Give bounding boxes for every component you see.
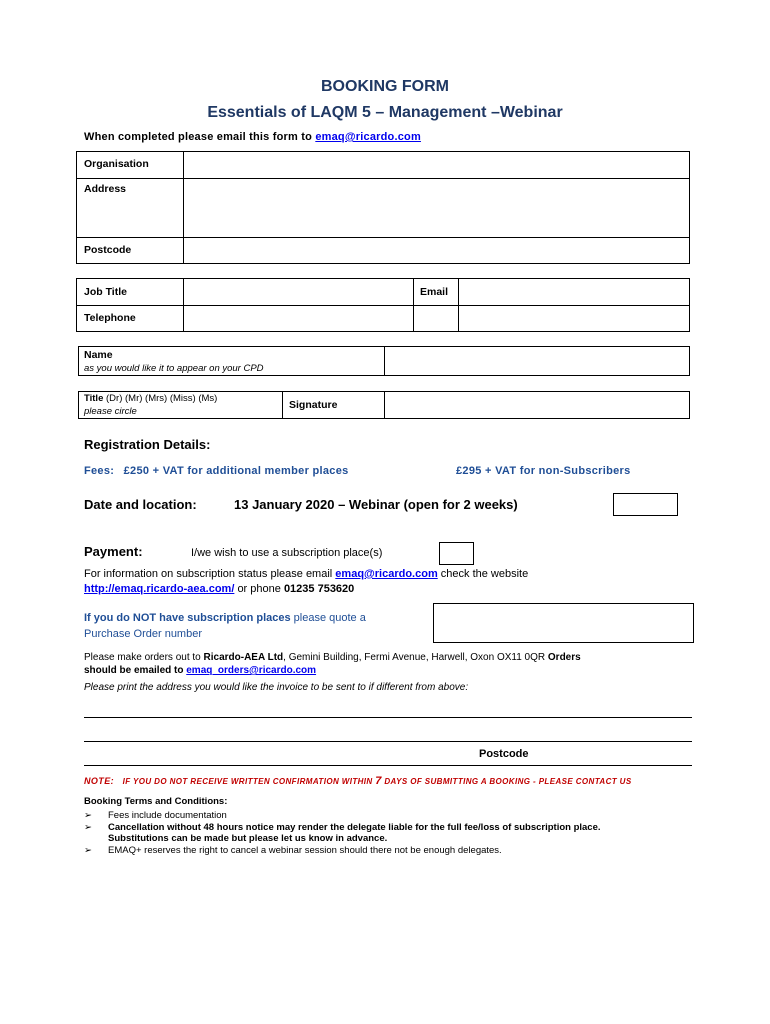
no-sub-line2: Purchase Order number [84, 628, 202, 640]
name-hint: as you would like it to appear on your CPD [84, 363, 264, 374]
orders-bold: Orders [547, 652, 581, 663]
terms-item-1-text: Fees include documentation [108, 810, 227, 821]
orders-email-link[interactable]: emaq_orders@ricardo.com [186, 665, 317, 676]
phone-number: 01235 753620 [283, 583, 355, 595]
postcode-label: Postcode [84, 244, 132, 256]
subscription-info [84, 567, 694, 597]
instruction-email-link[interactable]: emaq@ricardo.com [315, 131, 421, 143]
signature-label: Signature [289, 399, 338, 411]
form-subtitle: Essentials of LAQM 5 – Management –Webinar [207, 104, 563, 121]
info-prefix: For information on subscription status please email [84, 568, 333, 580]
email-field[interactable] [460, 279, 689, 304]
name-field[interactable] [386, 347, 689, 375]
terms-item-3 [84, 845, 704, 857]
no-sub-rest: please quote a [293, 612, 366, 624]
registration-heading: Registration Details: [84, 437, 211, 452]
instruction-line [84, 131, 421, 143]
no-subscription-text [84, 610, 434, 642]
title-hint: please circle [84, 406, 137, 417]
subscription-text: I/we wish to use a subscription place(s) [191, 547, 383, 559]
fees-line [84, 465, 349, 477]
invoice-address-line-2[interactable] [84, 741, 692, 742]
note-prefix: NOTE: [84, 776, 114, 786]
postcode-field[interactable] [185, 238, 689, 263]
info-middle: check the website [440, 568, 529, 580]
date-checkbox[interactable] [613, 493, 678, 516]
telephone-field[interactable] [185, 306, 412, 331]
bullet-icon: ➢ [84, 821, 92, 833]
title-options[interactable]: (Dr) (Mr) (Mrs) (Miss) (Ms) [106, 393, 218, 404]
subscription-checkbox[interactable] [439, 542, 474, 565]
title-label: Title [84, 393, 104, 404]
confirmation-note [84, 775, 632, 787]
instruction-text: When completed please email this form to [84, 131, 313, 143]
address-label: Address [84, 183, 127, 195]
terms-item-1 [84, 810, 704, 822]
fee-non-subscribers: £295 + VAT for non-Subscribers [456, 465, 631, 477]
terms-item-2-text: Cancellation without 48 hours notice may render the delegate liable for the full fee/loss of subscription place. [108, 821, 601, 833]
orders-company: Ricardo-AEA Ltd [203, 652, 284, 663]
bullet-icon: ➢ [84, 810, 92, 821]
note-text: IF YOU DO NOT RECEIVE WRITTEN CONFIRMATION WITHIN [122, 777, 373, 786]
invoice-postcode-line[interactable] [84, 765, 692, 766]
bullet-icon: ➢ [84, 844, 92, 856]
name-label: Name [84, 349, 113, 361]
terms-list [84, 810, 704, 856]
signature-field[interactable] [386, 392, 689, 418]
no-sub-bold: If you do NOT have subscription places [84, 612, 291, 624]
orders-line2: should be emailed to [84, 665, 184, 676]
telephone-label: Telephone [84, 312, 136, 324]
job-title-label: Job Title [84, 286, 127, 298]
organisation-field[interactable] [185, 152, 689, 177]
terms-item-2 [84, 822, 704, 845]
date-value: 13 January 2020 – Webinar (open for 2 weeks) [234, 497, 518, 512]
note-days: 7 [375, 775, 382, 787]
title-label-line [84, 393, 217, 404]
terms-heading: Booking Terms and Conditions: [84, 796, 228, 807]
note-text-end: DAYS OF SUBMITTING A BOOKING - PLEASE CONTACT US [384, 777, 632, 786]
invoice-postcode-label: Postcode [479, 748, 529, 760]
orders-address: , Gemini Building, Fermi Avenue, Harwell, Oxon OX11 0QR [283, 652, 546, 663]
fee-member: £250 + VAT for additional member places [123, 465, 349, 477]
orders-text [84, 651, 704, 677]
print-address-note: Please print the address you would like the invoice to be sent to if different from above: [84, 682, 469, 693]
info-email-link[interactable]: emaq@ricardo.com [335, 568, 438, 580]
form-title: BOOKING FORM [321, 78, 449, 95]
invoice-address-line-1[interactable] [84, 717, 692, 718]
phone-prefix: or phone [237, 583, 281, 595]
email-label: Email [420, 286, 449, 298]
date-label: Date and location: [84, 497, 197, 512]
terms-item-3-text: EMAQ+ reserves the right to cancel a webinar session should there not be enough delegates. [108, 844, 502, 856]
terms-item-2-text-2: Substitutions can be made but please let us know in advance. [108, 833, 388, 844]
organisation-label: Organisation [84, 158, 149, 170]
address-field[interactable] [185, 179, 689, 236]
payment-label: Payment: [84, 544, 143, 559]
fees-label: Fees: [84, 465, 115, 477]
orders-prefix: Please make orders out to [84, 652, 201, 663]
purchase-order-field[interactable] [433, 603, 694, 643]
website-link[interactable]: http://emaq.ricardo-aea.com/ [84, 583, 235, 595]
job-title-field[interactable] [185, 279, 412, 304]
